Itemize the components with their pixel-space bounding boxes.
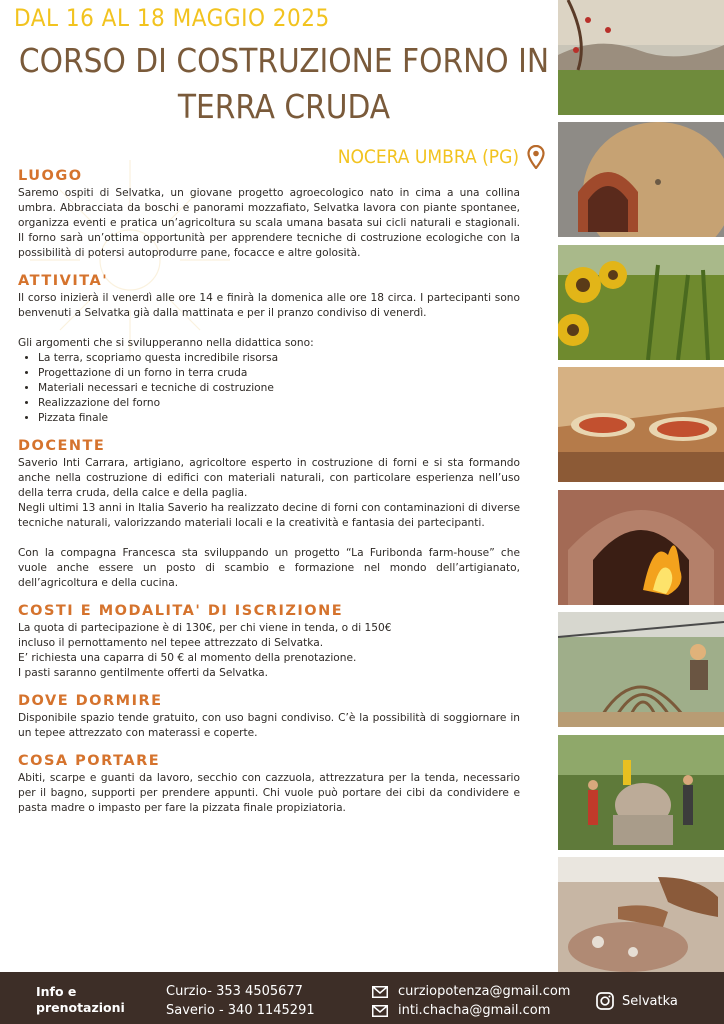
mail-icon <box>372 1005 388 1017</box>
photo-hands-clay <box>558 857 724 972</box>
section-title-luogo: LUOGO <box>18 168 83 184</box>
info-line-2: prenotazioni <box>36 1000 125 1015</box>
email-row-1 <box>372 982 570 1001</box>
costi-line: I pasti saranno gentilmente offerti da Selvatka. <box>18 667 269 679</box>
topics-list <box>18 351 520 426</box>
event-date: DAL 16 AL 18 MAGGIO 2025 <box>14 4 330 32</box>
photo-clay-oven <box>558 122 724 237</box>
main-content <box>18 168 520 828</box>
section-portare <box>18 753 520 816</box>
costi-line: incluso il pernottamento nel tepee attrezzato di Selvatka. <box>18 637 324 649</box>
attivita-text: Il corso inizierà il venerdì alle ore 14 e finirà la domenica alle ore 18 circa. I partecipanti sono benvenuti a Selvatka già dalla mattinata e per il pranzo condiviso di venerdì. <box>18 292 520 319</box>
photo-sunflowers <box>558 245 724 360</box>
email-inti[interactable]: inti.chacha@gmail.com <box>398 1003 551 1018</box>
costi-line: La quota di partecipazione è di 130€, per chi viene in tenda, o di 150€ <box>18 622 392 634</box>
photo-pizzas <box>558 367 724 482</box>
email-contacts <box>372 982 570 1020</box>
list-item: • Realizzazione del forno <box>38 396 520 411</box>
location-text: NOCERA UMBRA (PG) <box>337 146 519 168</box>
section-title-attivita: ATTIVITA' <box>18 273 109 289</box>
photo-group-oven <box>558 735 724 850</box>
info-label <box>36 984 125 1016</box>
email-row-2 <box>372 1001 570 1020</box>
photo-dome-frame <box>558 612 724 727</box>
map-pin-icon <box>527 145 545 169</box>
docente-paragraph-2: Negli ultimi 13 anni in Italia Saverio ha realizzato decine di forni con contaminazioni di diverse tecniche naturali, valorizzando materiali locali e la creatività e fantasia dei partecipanti. <box>18 502 520 529</box>
dormire-text: Disponibile spazio tende gratuito, con uso bagni condiviso. C’è la possibilità di soggiornare in un tepee attrezzato con materassi e coperte. <box>18 712 520 739</box>
attivita-list-intro: Gli argomenti che si svilupperanno nella didattica sono: <box>18 337 314 349</box>
list-item: • Materiali necessari e tecniche di costruzione <box>38 381 520 396</box>
costi-line: E’ richiesta una caparra di 50 € al momento della prenotazione. <box>18 652 357 664</box>
luogo-text: Saremo ospiti di Selvatka, un giovane progetto agroecologico nato in cima a una collina umbra. Abbracciata da boschi e panorami mozzafiato, Selvatka lavora con piante spontanee, organizza eventi e pratica un’agricoltura su scala umana basata sui cicli naturali e stagionali. Il forno sarà un’ottima opportunità per apprendere tecniche di costruzione ecologiche con la possibilità di potersi autoprodurre pane, focacce e altre golosità. <box>18 187 520 259</box>
section-title-dormire: DOVE DORMIRE <box>18 693 163 709</box>
portare-text: Abiti, scarpe e guanti da lavoro, secchio con cazzuola, attrezzatura per la tenda, necessario per il bagno, supporti per prendere appunti. Chi vuole può portare dei cibi da condividere e pasta madre o impasto per fare la pizzata finale propiziatoria. <box>18 772 520 814</box>
phone-curzio[interactable]: Curzio- 353 4505677 <box>166 984 303 999</box>
section-docente <box>18 438 520 591</box>
section-attivita <box>18 273 520 426</box>
docente-paragraph-1: Saverio Inti Carrara, artigiano, agricoltore esperto in costruzione di forni e si sta formando anche nella costruzione di edifici con materiali naturali, con particolare esperienza nell’uso della terra cruda, della calce e della paglia. <box>18 457 520 499</box>
photo-landscape <box>558 0 724 115</box>
social-handle: Selvatka <box>622 993 678 1009</box>
photo-strip <box>558 0 724 972</box>
title-line-2: TERRA CRUDA <box>177 87 391 126</box>
email-curzio[interactable]: curziopotenza@gmail.com <box>398 984 571 999</box>
list-item: • Progettazione di un forno in terra cruda <box>38 366 520 381</box>
list-item: • Pizzata finale <box>38 411 520 426</box>
phone-contacts <box>166 982 315 1020</box>
photo-oven-fire <box>558 490 724 605</box>
section-dormire <box>18 693 520 741</box>
section-title-portare: COSA PORTARE <box>18 753 161 769</box>
list-item: • La terra, scopriamo questa incredibile risorsa <box>38 351 520 366</box>
section-title-docente: DOCENTE <box>18 438 106 454</box>
info-line-1: Info e <box>36 984 77 999</box>
mail-icon <box>372 986 388 998</box>
instagram-icon <box>596 992 614 1010</box>
social-link[interactable] <box>596 992 678 1010</box>
page-title <box>14 38 554 130</box>
section-costi <box>18 603 520 681</box>
footer <box>0 972 724 1024</box>
docente-paragraph-3: Con la compagna Francesca sta sviluppando un progetto “La Furibonda farm-house” che vuole anche essere un posto di scambio e formazione nel mondo dell’artigianato, dell’agricoltura e della cucina. <box>18 547 520 589</box>
title-line-1: CORSO DI COSTRUZIONE FORNO IN <box>18 41 550 80</box>
section-luogo <box>18 168 520 261</box>
section-title-costi: COSTI E MODALITA' DI ISCRIZIONE <box>18 603 344 619</box>
phone-saverio[interactable]: Saverio - 340 1145291 <box>166 1003 315 1018</box>
